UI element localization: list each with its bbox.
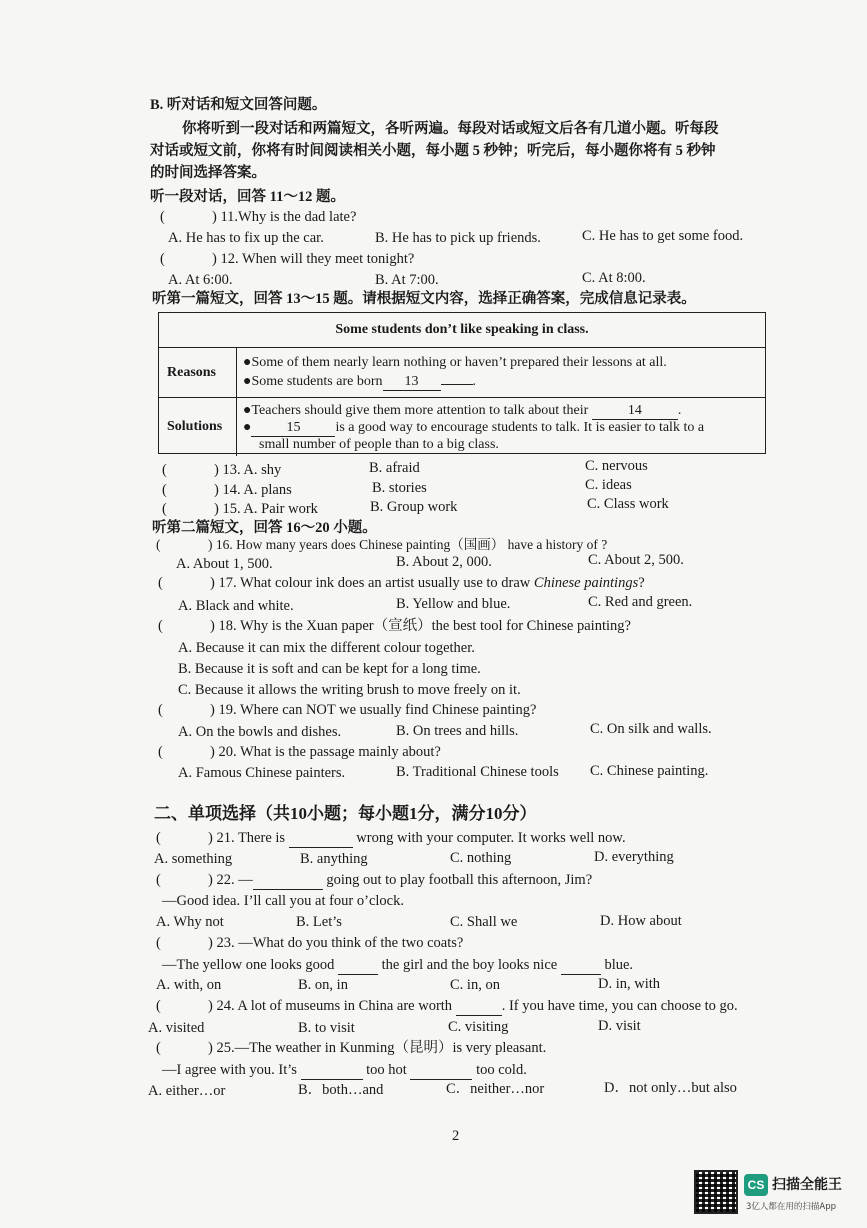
- q17-option-c[interactable]: C. Red and green.: [588, 594, 693, 610]
- q22-option-d[interactable]: D. How about: [600, 913, 682, 929]
- q19-option-c[interactable]: C. On silk and walls.: [590, 721, 712, 737]
- q15-option-c[interactable]: C. Class work: [587, 496, 669, 512]
- question-14: ( ) 14. A. plans: [162, 482, 292, 498]
- q17-option-b[interactable]: B. Yellow and blue.: [396, 596, 511, 612]
- dialog-heading: 听一段对话，回答 11～12 题。: [150, 189, 345, 205]
- q23-option-c[interactable]: C. in, on: [450, 977, 500, 993]
- question-22: ( ) 22. — going out to play football this afternoon, Jim?: [156, 872, 593, 888]
- q25-option-a[interactable]: A. either…or: [148, 1083, 226, 1099]
- scanner-tagline: 3亿人都在用的扫描App: [746, 1202, 837, 1212]
- q18-option-c[interactable]: C. Because it allows the writing brush to move freely on it.: [178, 682, 521, 698]
- q20-option-c[interactable]: C. Chinese painting.: [590, 763, 709, 779]
- q13-option-b[interactable]: B. afraid: [369, 460, 420, 476]
- reason-1: ●Some of them nearly learn nothing or haven’t prepared their lessons at all.: [243, 355, 667, 370]
- scanner-brand: 扫描全能王: [772, 1177, 842, 1193]
- instructions-line-2: 对话或短文前，你将有时间阅读相关小题，每小题 5 秒钟；听完后，每小题你将有 5 秒钟: [150, 143, 716, 159]
- question-24: ( ) 24. A lot of museums in China are worth . If you have time, you can choose to go.: [156, 998, 738, 1014]
- q14-option-c[interactable]: C. ideas: [585, 477, 632, 493]
- question-25: ( ) 25.—The weather in Kunming（昆明）is very pleasant.: [156, 1040, 547, 1056]
- passage-2-heading: 听第二篇短文，回答 16～20 小题。: [152, 520, 377, 536]
- q11-option-c[interactable]: C. He has to get some food.: [582, 228, 744, 244]
- reason-2: ●Some students are born 13 .: [243, 374, 476, 389]
- q21-option-b[interactable]: B. anything: [300, 851, 368, 867]
- question-18: ( ) 18. Why is the Xuan paper（宣纸）the best tool for Chinese painting?: [158, 618, 631, 634]
- blank-15[interactable]: 15: [251, 419, 335, 437]
- q22-option-b[interactable]: B. Let’s: [296, 914, 342, 930]
- q24-option-d[interactable]: D. visit: [598, 1018, 641, 1034]
- q22-reply: —Good idea. I’ll call you at four o’clock.: [162, 893, 404, 909]
- q20-option-a[interactable]: A. Famous Chinese painters.: [178, 765, 346, 781]
- q18-option-b[interactable]: B. Because it is soft and can be kept for a long time.: [178, 661, 481, 677]
- q19-option-b[interactable]: B. On trees and hills.: [396, 723, 519, 739]
- q23-option-b[interactable]: B. on, in: [298, 977, 348, 993]
- q11-option-a[interactable]: A. He has to fix up the car.: [168, 230, 324, 246]
- info-record-table: [158, 312, 766, 454]
- q25-option-c[interactable]: C．neither…nor: [446, 1081, 545, 1097]
- instructions-line-1: 你将听到一段对话和两篇短文，各听两遍。每段对话或短文后各有几道小题。听每段: [182, 121, 719, 137]
- question-12: ( ) 12. When will they meet tonight?: [160, 251, 415, 267]
- q13-option-c[interactable]: C. nervous: [585, 458, 648, 474]
- solution-1: ●Teachers should give them more attention to talk about their 14 .: [243, 403, 682, 418]
- part-2-heading: 二、单项选择（共10小题；每小题1分，满分10分）: [154, 804, 537, 823]
- q25-option-d[interactable]: D．not only…but also: [604, 1080, 737, 1096]
- question-13: ( ) 13. A. shy: [162, 462, 282, 478]
- question-20: ( ) 20. What is the passage mainly about?: [158, 744, 441, 760]
- q20-option-b[interactable]: B. Traditional Chinese tools: [396, 764, 559, 780]
- instructions-line-3: 的时间选择答案。: [150, 165, 266, 181]
- reasons-label: Reasons: [159, 348, 237, 398]
- question-19: ( ) 19. Where can NOT we usually find Chinese painting?: [158, 702, 537, 718]
- q16-option-b[interactable]: B. About 2, 000.: [396, 554, 492, 570]
- camscanner-logo-icon: CS: [744, 1174, 768, 1196]
- q12-option-c[interactable]: C. At 8:00.: [582, 270, 646, 286]
- section-b-title: B. 听对话和短文回答问题。: [150, 97, 327, 113]
- q25-reply: —I agree with you. It’s too hot too cold.: [162, 1062, 527, 1078]
- q24-option-c[interactable]: C. visiting: [448, 1019, 509, 1035]
- q14-option-b[interactable]: B. stories: [372, 480, 427, 496]
- q11-option-b[interactable]: B. He has to pick up friends.: [375, 230, 541, 246]
- passage-1-heading: 听第一篇短文，回答 13～15 题。请根据短文内容，选择正确答案，完成信息记录表。: [152, 291, 696, 307]
- q18-option-a[interactable]: A. Because it can mix the different colour together.: [178, 640, 475, 656]
- q12-option-a[interactable]: A. At 6:00.: [168, 272, 233, 288]
- q21-option-d[interactable]: D. everything: [594, 849, 674, 865]
- q16-option-c[interactable]: C. About 2, 500.: [588, 552, 684, 568]
- q23-reply: —The yellow one looks good the girl and the boy looks nice blue.: [162, 957, 634, 973]
- blank-13[interactable]: 13: [383, 373, 441, 391]
- table-title: Some students don’t like speaking in class.: [335, 322, 589, 337]
- question-21: ( ) 21. There is wrong with your computer. It works well now.: [156, 830, 626, 846]
- q12-option-b[interactable]: B. At 7:00.: [375, 272, 439, 288]
- q17-option-a[interactable]: A. Black and white.: [178, 598, 294, 614]
- table-row-reasons: [159, 347, 765, 398]
- q21-option-a[interactable]: A. something: [154, 851, 233, 867]
- q15-option-b[interactable]: B. Group work: [370, 499, 458, 515]
- q24-option-a[interactable]: A. visited: [148, 1020, 205, 1036]
- blank-14[interactable]: 14: [592, 402, 678, 420]
- q24-option-b[interactable]: B. to visit: [298, 1020, 355, 1036]
- question-15: ( ) 15. A. Pair work: [162, 501, 318, 517]
- q23-option-d[interactable]: D. in, with: [598, 976, 661, 992]
- page-number: 2: [452, 1128, 460, 1144]
- question-17: ( ) 17. What colour ink does an artist usually use to draw Chinese paintings?: [158, 575, 645, 591]
- table-row-solutions: [159, 397, 765, 456]
- qr-code-icon: [694, 1170, 738, 1214]
- question-11: ( ) 11.Why is the dad late?: [160, 209, 357, 225]
- question-16: ( ) 16. How many years does Chinese painting（国画） have a history of ?: [156, 537, 608, 552]
- q19-option-a[interactable]: A. On the bowls and dishes.: [178, 724, 342, 740]
- q16-option-a[interactable]: A. About 1, 500.: [176, 556, 273, 572]
- question-23: ( ) 23. —What do you think of the two coats?: [156, 935, 464, 951]
- solutions-label: Solutions: [159, 398, 237, 456]
- solution-3: small number of people than to a big class.: [259, 437, 499, 452]
- q25-option-b[interactable]: B．both…and: [298, 1082, 384, 1098]
- q22-option-c[interactable]: C. Shall we: [450, 914, 518, 930]
- q22-option-a[interactable]: A. Why not: [156, 914, 224, 930]
- q23-option-a[interactable]: A. with, on: [156, 977, 222, 993]
- q21-option-c[interactable]: C. nothing: [450, 850, 512, 866]
- solution-2: ● 15 is a good way to encourage students to talk. It is easier to talk to a: [243, 420, 705, 435]
